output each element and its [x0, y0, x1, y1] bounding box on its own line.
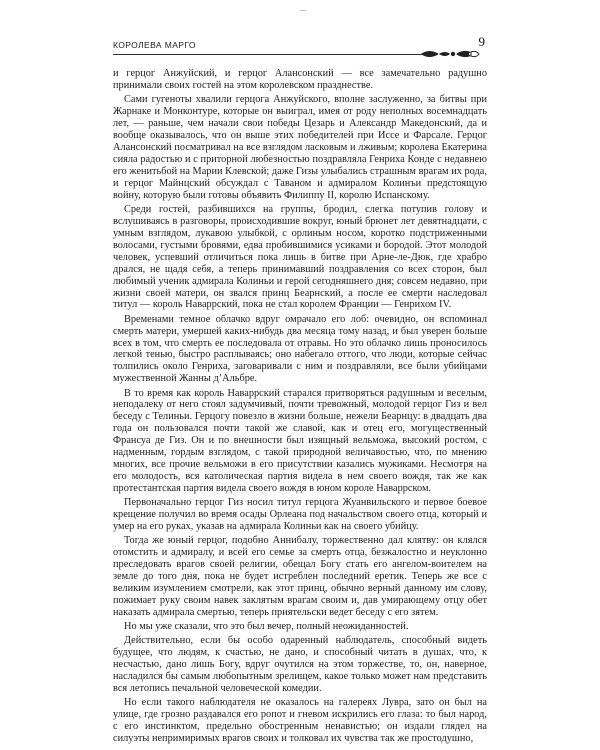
paragraph: Но мы уже сказали, что это был вечер, полный неожиданностей. — [124, 621, 409, 633]
paragraph: Первоначально герцог Гиз носил титул герцога Жуанвильского и первое боевое крещение получил во время осады Орлеана под начальством своего отца, который и умер на его руках, указав на адмирала Колиньи как на своего убийцу. — [113, 497, 487, 533]
paragraph: Действительно, если бы особо одаренный наблюдатель, способный видеть будущее, что людям, к счастью, не дано, и способный читать в душах, что, к несчастью, дано лишь Богу, вдруг очутился на этом торжестве, то, он, наверное, насладился бы самым любопытным зрелищем, какое только может нам представить вся летопись печальной человеческой комедии. — [113, 635, 487, 695]
page-header — [113, 33, 485, 59]
header-rule — [113, 54, 423, 55]
paragraph: В то время как король Наваррский старался притворяться радушным и веселым, неподалеку от него стоял задумчивый, почти тревожный, молодой герцог Гиз и вел беседу с Телиньи. Герцогу повезло в жизни больше, нежели Беарнцу: в двадцать два года он пользовался почти такой же славой, как и отец его, могущественный Франсуа де Гиз. Он и по внешности был изящный вельможа, высокий ростом, с надменным, гордым взглядом, с такой природной величавостью, что, по мнению многих, все прочие вельможи в его присутствии казались мужиками. Несмотря на его молодость, вся католическая партия видела в нем своего вождя, так же как протестантская партия видела своего вождя в юном короле Наваррском. — [113, 387, 487, 495]
paragraph: Тогда же юный герцог, подобно Аннибалу, торжественно дал клятву: он клялся отомстить и адмиралу, и всей его семье за смерть отца, безжалостно и неуклонно преследовать врагов своей религии, обещал Богу стать его ангелом-воителем на земле до того дня, пока не будет истреблен последний еретик. Теперь же все с великим изумлением смотрели, как этот принц, обычно верный данному им слову, пожимает руку своим навек заклятым врагам своим и, дав умирающему отцу обет наказать адмирала смертью, теперь приятельски ведет беседу с его зятем. — [113, 535, 487, 619]
paragraph: Временами темное облачко вдруг омрачало его лоб: очевидно, он вспоминал смерть матери, умершей каких-нибудь два месяца тому назад, и был уверен больше всех в том, что смерть ее последовала от отравы. Но это облачко лишь проносилось легкой тенью, быстро расплываясь; оно набегало оттого, что люди, которые сейчас толпились около Генриха, заговаривали с ним и поздравляли, все были убийцами мужественной Жанны д’Альбре. — [113, 313, 487, 385]
paragraph: Но если такого наблюдателя не оказалось на галереях Лувра, зато он был на улице, где грозно раздавался его ропот и гневом искрились его глаза: то был народ, с его инстинктом, предельно обостренным ненавистью; он издали глядел на силуэты непримиримых врагов своих и толковал их чувства так же простодушно, — [113, 697, 487, 745]
paragraph: Сами гугеноты хвалили герцога Анжуйского, вполне заслуженно, за битвы при Жарнаке и Монконтуре, которые он выиграл, имея от роду неполных восемнадцать лет, — раньше, чем начали свои победы Цезарь и Александр Македонский, да и вообще оказывалось, что он выше этих победителей при Иссе и Фарсале. Герцог Алансонский посматривал на все взглядом ласковым и лживым; королева Екатерина сияла радостью и с приторной любезностью поздравляла Генриха Конде с недавнею его женитьбой на Марии Клевской; даже Гизы улыбались страшным врагам их рода, и герцог Майнцский обсуждал с Таваном и адмиралом Колинъи предстоящую войну, которую были готовы объявить Филиппу II, королю Испанскому. — [113, 94, 487, 201]
paragraph: и герцог Анжуйский, и герцог Алансонский — все замечательно радушно принимали своих гостей на этом королевском празднестве. — [113, 68, 487, 91]
body-text — [113, 68, 487, 747]
scan-mark — [300, 10, 306, 11]
paragraph: Среди гостей, разбившихся на группы, бродил, слегка потупив голову и вслушиваясь в разговоры, происходившие вокруг, юный брюнет лет девятнадцати, с умным взглядом, лукавою улыбкой, с орлиным носом, коротко подстриженными волосами, густыми бровями, едва пробившимися усиками и бородой. Этот молодой человек, успевший отличиться пока лишь в битве при Арне-ле-Дюк, где храбро дрался, не щадя себя, а теперь принимавший поздравления со всех сторон, был любимый ученик адмирала Колиньи и герой сегодняшнего дня; совсем недавно, при жизни своей матери, он звался принц Беарнский, а после ее смерти наследовал титул — король Наваррский, пока не стал королем Франции — Генрихом IV. — [113, 203, 487, 311]
page-number: 9 — [478, 34, 485, 49]
fleuron-icon — [419, 47, 481, 61]
running-title: КОРОЛЕВА МАРГО — [113, 40, 196, 50]
